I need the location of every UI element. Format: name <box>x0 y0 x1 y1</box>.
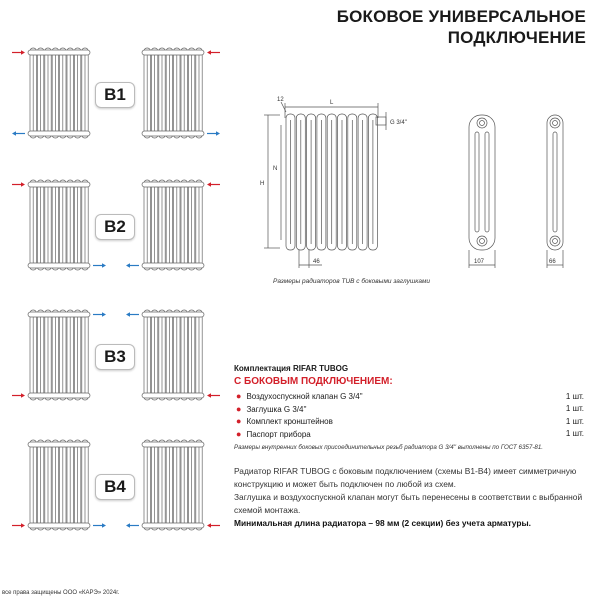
bullet-icon: ● <box>236 416 242 427</box>
kit-item-name: Комплект кронштейнов <box>246 417 333 427</box>
supply-arrow-icon <box>12 50 25 55</box>
return-arrow-icon <box>93 523 106 528</box>
dim-thread: G 3/4'' <box>390 120 407 126</box>
description-p2: Заглушка и воздухоспускной клапан могут быть перенесены в соответствии с выбранной схемой монтажа. <box>234 492 583 515</box>
radiator <box>142 180 204 270</box>
return-arrow-icon <box>93 263 106 268</box>
return-arrow-icon <box>126 523 139 528</box>
dim-axis: N <box>273 166 278 172</box>
kit-item <box>234 403 584 416</box>
kit-item-qty: 1 шт. <box>565 404 584 414</box>
dim-offset: 12 <box>277 97 284 103</box>
return-arrow-icon <box>12 131 25 136</box>
front-view <box>264 102 386 268</box>
supply-arrow-icon <box>207 523 220 528</box>
description-p1: Радиатор RIFAR TUBOG с боковым подключением (схемы B1-B4) имеет симметричную конструкцию и может быть подключен по любой из схем. <box>234 466 577 489</box>
copyright: все права защищены ООО «КАРЭ» 2024г. <box>2 590 120 596</box>
radiator <box>28 48 90 138</box>
supply-arrow-icon <box>12 393 25 398</box>
dim-pitch: 46 <box>313 259 320 265</box>
dim-depth-2col: 66 <box>549 259 556 265</box>
scheme-label: B3 <box>95 344 135 370</box>
dim-length: L <box>330 100 334 106</box>
kit-item <box>234 390 584 403</box>
dimension-drawing <box>250 90 590 280</box>
scheme-label: B2 <box>95 214 135 240</box>
scheme-label: B1 <box>95 82 135 108</box>
supply-arrow-icon <box>12 182 25 187</box>
side-view-2-column <box>547 115 563 268</box>
kit-item-qty: 1 шт. <box>565 429 584 439</box>
return-arrow-icon <box>126 312 139 317</box>
description-p3: Минимальная длина радиатора – 98 мм (2 секции) без учета арматуры. <box>234 518 531 528</box>
radiator <box>28 180 90 270</box>
radiator <box>142 310 204 400</box>
dim-height: H <box>260 181 265 187</box>
bullet-icon: ● <box>236 403 242 414</box>
supply-arrow-icon <box>207 50 220 55</box>
kit-item-name: Паспорт прибора <box>246 429 311 439</box>
scheme-label: B4 <box>95 474 135 500</box>
drawing-caption: Размеры радиаторов TUB с боковыми заглушками <box>273 278 431 285</box>
bullet-icon: ● <box>236 428 242 439</box>
kit-note: Размеры внутренних боковых присоединительных резьб радиатора G 3/4'' выполнены по ГОСТ 6357-81. <box>234 444 543 451</box>
radiator <box>28 310 90 400</box>
kit-item-qty: 1 шт. <box>565 416 584 426</box>
supply-arrow-icon <box>207 393 220 398</box>
description <box>234 465 586 530</box>
supply-arrow-icon <box>207 182 220 187</box>
kit-title: Комплектация RIFAR TUBOG <box>234 364 349 373</box>
kit-item-qty: 1 шт. <box>565 391 584 401</box>
radiator <box>28 440 90 530</box>
kit-item-name: Заглушка G 3/4'' <box>246 404 307 414</box>
kit-subtitle: С БОКОВЫМ ПОДКЛЮЧЕНИЕМ: <box>234 376 393 387</box>
radiator <box>142 440 204 530</box>
kit-item <box>234 415 584 428</box>
return-arrow-icon <box>93 312 106 317</box>
side-view-3-column <box>469 115 495 268</box>
radiator <box>142 48 204 138</box>
kit-list <box>234 364 584 451</box>
kit-item-name: Воздухоспускной клапан G 3/4'' <box>246 392 363 402</box>
page-title: БОКОВОЕ УНИВЕРСАЛЬНОЕ ПОДКЛЮЧЕНИЕ <box>336 7 586 47</box>
return-arrow-icon <box>207 131 220 136</box>
kit-item <box>234 428 584 441</box>
bullet-icon: ● <box>236 391 242 402</box>
dim-depth-3col: 107 <box>474 259 485 265</box>
supply-arrow-icon <box>12 523 25 528</box>
return-arrow-icon <box>126 263 139 268</box>
